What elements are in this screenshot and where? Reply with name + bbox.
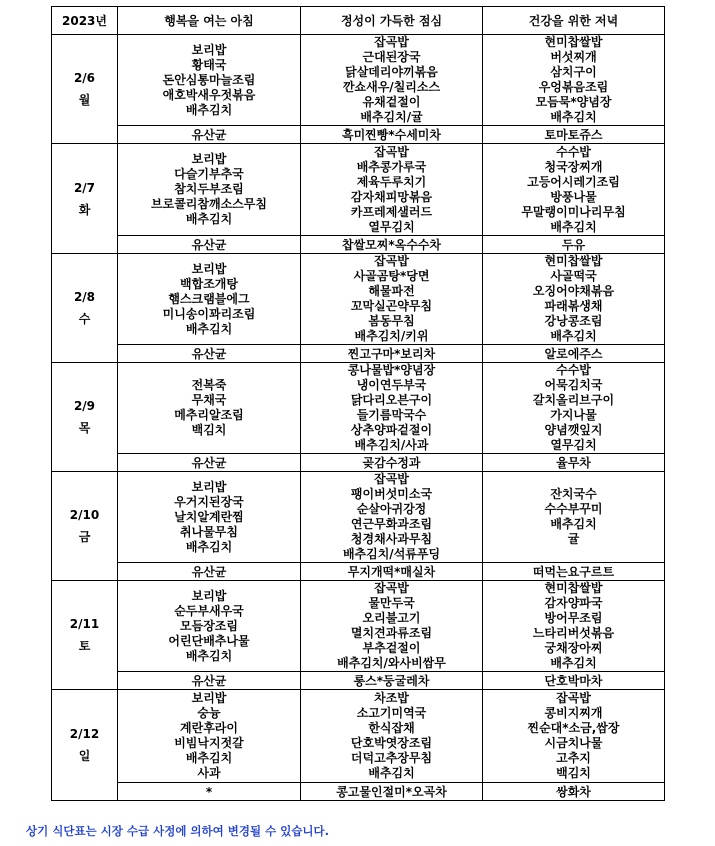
lunch-item: 꼬막실곤약무침 [350,299,433,313]
dinner-item: 찐순대*소금,쌈장 [527,721,620,735]
lunch-item: 깐쇼새우/칠리소스 [342,80,441,94]
dinner-item: 배추김치 [550,517,597,531]
lunch-item: 팽이버섯미소국 [350,487,433,501]
breakfast-item: 전복죽 [191,378,227,392]
breakfast-item: 날치알계란찜 [174,509,244,524]
breakfast-item: 보리밥 [191,479,227,494]
day-cell [52,690,118,801]
breakfast-snack: 유산균 [118,236,301,254]
dinner-item: 느타리버섯볶음 [532,626,615,640]
dinner-item: 현미찹쌀밥 [544,35,603,49]
dinner-item: 귤 [567,532,580,546]
dinner-snack: 쌍화차 [483,783,665,801]
lunch-cell [301,254,483,345]
snack-row [52,454,665,472]
lunch-item: 배추김치/사과 [354,438,429,452]
lunch-item: 열무김치 [368,219,415,234]
snack-row [52,345,665,363]
dinner-item: 배추김치 [550,656,597,670]
day-weekday: 일 [78,749,91,763]
dinner-item: 갈치올리브구이 [532,393,615,407]
dinner-item: 수수부꾸미 [544,502,603,516]
day-cell [52,472,118,581]
lunch-snack: 곶감수정과 [301,454,483,472]
day-row [52,254,665,345]
breakfast-snack: 유산균 [118,563,301,581]
dinner-snack: 율무차 [483,454,665,472]
breakfast-item: 보리밥 [191,42,227,57]
snack-row [52,236,665,254]
dinner-item: 청국장찌개 [544,159,603,174]
dinner-item: 열무김치 [550,438,597,452]
dinner-header: 건강을 위한 저녁 [483,7,665,35]
lunch-item: 배추김치 [368,766,415,780]
lunch-item: 배추김치/키위 [354,329,429,343]
breakfast-item: 어린단배추나물 [168,633,250,648]
dinner-item: 잡곡밥 [556,691,591,705]
breakfast-cell [118,144,301,236]
lunch-item: 연근무화과조림 [350,517,433,531]
breakfast-snack: 유산균 [118,454,301,472]
breakfast-item: 돈안심통마늘조림 [162,72,256,87]
day-cell [52,581,118,690]
day-date: 2/12 [69,727,100,741]
lunch-snack: 흑미찐빵*수세미차 [301,126,483,144]
day-date: 2/6 [73,71,96,85]
day-weekday: 수 [78,312,91,326]
day-row [52,363,665,454]
dinner-item: 버섯찌개 [550,50,597,64]
breakfast-item: 햄스크램블에그 [168,291,250,306]
lunch-item: 배추김치/귤 [360,110,423,124]
lunch-item: 해물파전 [368,284,415,298]
lunch-item: 잡곡밥 [374,581,409,595]
dinner-item: 배추김치 [550,110,597,124]
lunch-item: 잡곡밥 [374,472,409,486]
breakfast-item: 배추김치 [185,751,233,765]
breakfast-item: 계란후라이 [180,721,238,735]
lunch-item: 근대된장국 [362,50,421,64]
lunch-item: 사골곰탕*당면 [353,269,430,283]
day-cell [52,254,118,363]
breakfast-snack: 유산균 [118,345,301,363]
breakfast-item: 다슬기부추국 [174,167,244,181]
breakfast-item: 참치두부조림 [174,182,244,196]
dinner-item: 배추김치 [550,329,597,343]
dinner-item: 감자양파국 [544,596,603,610]
day-row [52,581,665,672]
dinner-item: 어묵김치국 [544,378,603,392]
breakfast-snack: * [118,783,301,801]
snack-row [52,563,665,581]
lunch-item: 봄동무침 [368,314,415,328]
breakfast-item: 브로콜리참깨소스무침 [151,197,267,211]
breakfast-snack: 유산균 [118,672,301,690]
breakfast-item: 배추김치 [185,539,233,554]
day-weekday: 금 [78,530,91,544]
dinner-item: 궁채장아찌 [544,641,603,655]
dinner-cell [483,35,665,126]
breakfast-item: 배추김치 [185,321,233,336]
lunch-item: 멸치견과류조림 [350,626,433,640]
breakfast-item: 황태국 [191,57,227,72]
breakfast-item: 메추리알조림 [174,408,244,422]
breakfast-item: 보리밥 [191,691,227,705]
lunch-item: 카프레제샐러드 [350,204,433,219]
year-header: 2023년 [52,7,118,35]
lunch-cell [301,472,483,563]
lunch-snack: 찐고구마*보리차 [301,345,483,363]
breakfast-item: 배추김치 [185,648,233,663]
day-row [52,35,665,126]
dinner-item: 우엉볶음조림 [538,80,609,94]
dinner-item: 가지나물 [550,408,597,422]
lunch-cell [301,690,483,783]
day-weekday: 화 [78,202,91,217]
breakfast-item: 취나물무침 [180,524,238,539]
lunch-item: 소고기미역국 [356,706,427,720]
lunch-item: 단호박엿장조림 [350,736,433,750]
lunch-snack: 롱스*둥굴레차 [301,672,483,690]
dinner-item: 오징어야채볶음 [532,284,615,298]
dinner-item: 무말랭이미나리무침 [521,204,626,219]
dinner-item: 삼치구이 [550,65,597,79]
dinner-snack: 토마토쥬스 [483,126,665,144]
breakfast-item: 무채국 [191,393,227,407]
dinner-item: 방어무조림 [544,611,603,625]
dinner-snack: 단호박마차 [483,672,665,690]
breakfast-cell [118,254,301,345]
footnote: 상기 식단표는 시장 수급 사정에 의하여 변경될 수 있습니다. [26,824,330,838]
dinner-item: 수수밥 [556,363,591,377]
menu-table [51,6,665,801]
dinner-item: 방풍나물 [550,189,597,204]
header-row [52,7,665,35]
lunch-item: 물만두국 [368,596,415,610]
dinner-cell [483,690,665,783]
day-row [52,690,665,783]
lunch-item: 유채겉절이 [362,95,421,109]
snack-row [52,126,665,144]
breakfast-item: 순두부새우국 [174,603,244,618]
lunch-cell [301,363,483,454]
menu-body [52,35,665,801]
dinner-cell [483,254,665,345]
lunch-item: 배추김치/석류푸딩 [342,547,441,561]
dinner-cell [483,581,665,672]
breakfast-cell [118,690,301,783]
day-date: 2/11 [69,617,100,631]
dinner-item: 고등어시레기조림 [527,174,620,189]
lunch-item: 한식잡채 [368,721,415,735]
breakfast-cell [118,363,301,454]
lunch-snack: 무지개떡*매실차 [301,563,483,581]
dinner-item: 모듬묵*양념장 [535,95,612,109]
lunch-item: 닭다리오븐구이 [350,393,433,407]
breakfast-item: 우거지된장국 [174,494,244,509]
dinner-item: 시금치나물 [544,736,603,750]
dinner-item: 수수밥 [556,144,591,159]
lunch-item: 제육두루치기 [356,174,427,189]
breakfast-item: 백김치 [191,423,227,437]
lunch-item: 콩나물밥*양념장 [347,363,436,377]
dinner-item: 사골떡국 [550,269,597,283]
dinner-item: 고추지 [556,751,591,765]
dinner-item: 양념깻잎지 [544,423,603,437]
day-weekday: 목 [78,421,91,435]
breakfast-item: 모듬장조림 [180,618,238,633]
lunch-item: 감자채피망볶음 [350,189,433,204]
lunch-item: 들기름막국수 [356,408,427,422]
breakfast-item: 애호박새우젓볶음 [162,87,256,102]
day-weekday: 토 [78,639,91,653]
dinner-cell [483,144,665,236]
dinner-item: 강낭콩조림 [544,314,603,328]
day-date: 2/10 [69,508,100,522]
lunch-cell [301,581,483,672]
lunch-item: 배추김치/와사비쌈무 [337,656,446,670]
snack-row [52,672,665,690]
lunch-item: 청경채사과무침 [350,532,433,546]
lunch-snack: 찹쌀모찌*옥수수차 [301,236,483,254]
day-weekday: 월 [78,93,91,107]
lunch-item: 오리불고기 [362,611,421,625]
dinner-item: 현미찹쌀밥 [544,581,603,595]
day-cell [52,363,118,472]
breakfast-item: 배추김치 [185,212,233,226]
lunch-item: 배추콩가루국 [356,159,427,174]
breakfast-item: 미니송이꽈리조림 [162,306,256,321]
snack-row [52,783,665,801]
day-date: 2/8 [73,290,96,304]
day-cell [52,144,118,254]
day-row [52,144,665,236]
lunch-cell [301,35,483,126]
breakfast-cell [118,35,301,126]
breakfast-item: 숭늉 [197,706,221,720]
dinner-item: 잔치국수 [550,487,597,501]
lunch-item: 잡곡밥 [374,254,409,268]
dinner-snack: 두유 [483,236,665,254]
dinner-item: 백김치 [556,766,591,780]
dinner-snack: 알로에주스 [483,345,665,363]
lunch-item: 잡곡밥 [374,144,409,159]
lunch-item: 닭살데리야끼볶음 [345,65,438,79]
dinner-item: 현미찹쌀밥 [544,254,603,268]
dinner-snack: 떠먹는요구르트 [483,563,665,581]
breakfast-item: 사과 [197,766,221,780]
breakfast-item: 배추김치 [185,102,233,117]
day-date: 2/7 [73,180,96,195]
lunch-item: 순살아귀강정 [356,502,427,516]
day-date: 2/9 [73,399,96,413]
lunch-header: 정성이 가득한 점심 [301,7,483,35]
breakfast-item: 비빔낙지젓갈 [174,736,244,750]
dinner-item: 콩비지찌개 [544,706,603,720]
lunch-item: 상추양파겉절이 [350,423,433,437]
dinner-item: 파래볶생채 [544,299,603,313]
breakfast-header: 행복을 여는 아침 [118,7,301,35]
dinner-cell [483,363,665,454]
breakfast-cell [118,472,301,563]
breakfast-item: 백합조개탕 [180,276,238,291]
breakfast-cell [118,581,301,672]
dinner-item: 배추김치 [550,219,597,234]
lunch-item: 더덕고추장무침 [350,751,433,765]
day-row [52,472,665,563]
breakfast-item: 보리밥 [191,588,227,603]
breakfast-snack: 유산균 [118,126,301,144]
breakfast-item: 보리밥 [191,152,227,166]
lunch-item: 잡곡밥 [374,35,409,49]
dinner-cell [483,472,665,563]
lunch-item: 냉이연두부국 [356,378,427,392]
breakfast-item: 보리밥 [191,261,227,276]
lunch-snack: 콩고물인절미*오곡차 [301,783,483,801]
lunch-item: 부추겉절이 [362,641,421,655]
day-cell [52,35,118,144]
lunch-item: 차조밥 [374,691,409,705]
lunch-cell [301,144,483,236]
